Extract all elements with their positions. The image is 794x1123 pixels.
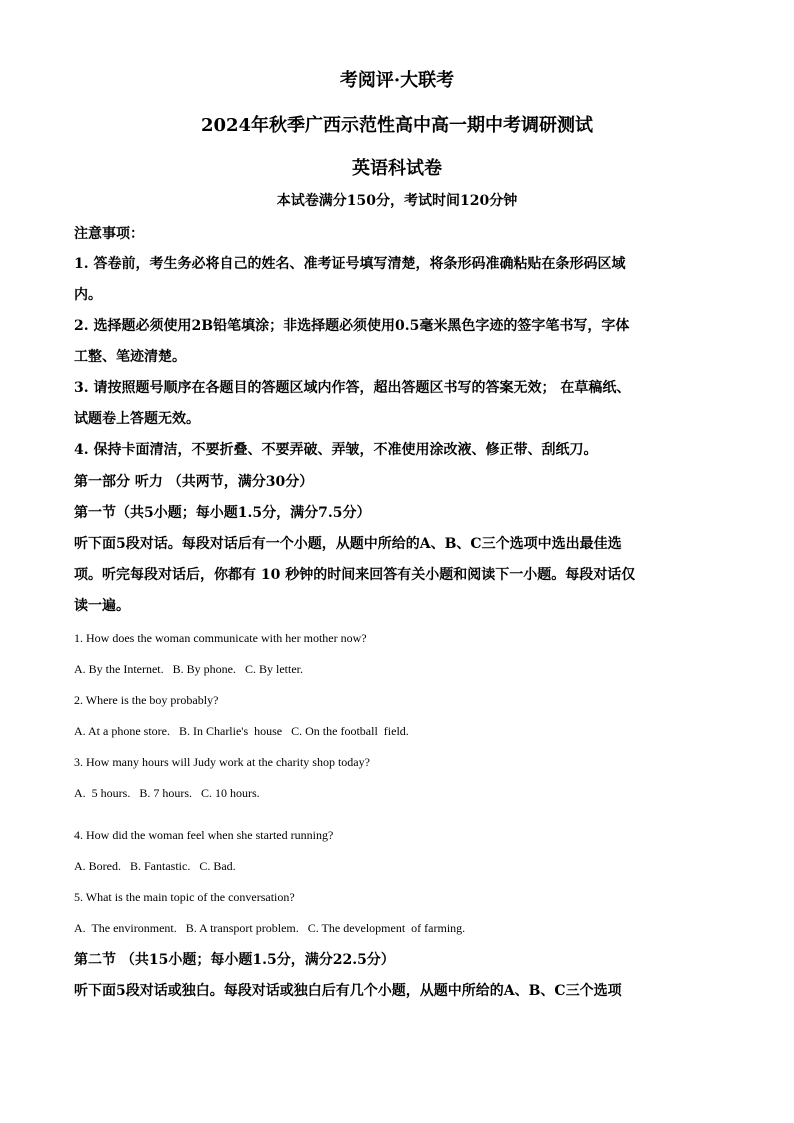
notice-item-2-line-1: 2. 选择题必须使用2B铅笔填涂；非选择题必须使用0.5毫米黑色字迹的签字笔书写，字体 <box>74 318 630 334</box>
section-1-directions-line-3: 读一遍。 <box>74 598 130 614</box>
section-1-directions-line-1: 听下面5段对话。每段对话后有一个小题，从题中所给的A、B、C三个选项中选出最佳选 <box>74 536 622 552</box>
section-1-directions-line-2: 项。听完每段对话后，你都有 10 秒钟的时间来回答有关小题和阅读下一小题。每段对话仅 <box>74 567 636 583</box>
notice-item-3-line-1: 3. 请按照题号顺序在各题目的答题区域内作答，超出答题区书写的答案无效； 在草稿纸、 <box>74 380 631 396</box>
question-3: 3. How many hours will Judy work at the charity shop today? <box>74 755 370 769</box>
notice-item-4: 4. 保持卡面清洁，不要折叠、不要弄破、弄皱，不准使用涂改液、修正带、刮纸刀。 <box>74 442 598 458</box>
notice-heading: 注意事项： <box>74 226 144 242</box>
notice-item-2-line-2: 工整、笔迹清楚。 <box>74 349 186 365</box>
part-1-heading: 第一部分 听力 （共两节，满分30分） <box>74 474 314 490</box>
section-2-directions-line-1: 听下面5段对话或独白。每段对话或独白后有几个小题，从题中所给的A、B、C三个选项 <box>74 983 622 999</box>
question-2-options: A. At a phone store. B. In Charlie's house C. On the football field. <box>74 724 409 738</box>
question-1-options: A. By the Internet. B. By phone. C. By letter. <box>74 662 303 676</box>
exam-brand-title: 考阅评·大联考 <box>339 70 455 91</box>
question-4-options: A. Bored. B. Fantastic. C. Bad. <box>74 859 236 873</box>
question-1: 1. How does the woman communicate with her mother now? <box>74 631 367 645</box>
question-3-options: A. 5 hours. B. 7 hours. C. 10 hours. <box>74 786 260 800</box>
question-4: 4. How did the woman feel when she started running? <box>74 828 334 842</box>
section-1-heading: 第一节（共5小题；每小题1.5分，满分7.5分） <box>74 505 371 521</box>
exam-subject-title: 英语科试卷 <box>352 158 442 179</box>
question-5-options: A. The environment. B. A transport problem. C. The development of farming. <box>74 921 466 935</box>
exam-info: 本试卷满分150分，考试时间120分钟 <box>276 193 518 209</box>
question-2: 2. Where is the boy probably? <box>74 693 219 707</box>
exam-main-title: 2024年秋季广西示范性高中高一期中考调研测试 <box>200 115 594 136</box>
notice-item-1-line-2: 内。 <box>74 287 102 303</box>
section-2-heading: 第二节 （共15小题；每小题1.5分，满分22.5分） <box>74 952 395 968</box>
question-5: 5. What is the main topic of the conversation? <box>74 890 295 904</box>
notice-item-3-line-2: 试题卷上答题无效。 <box>74 411 200 427</box>
notice-item-1-line-1: 1. 答卷前，考生务必将自己的姓名、准考证号填写清楚，将条形码准确粘贴在条形码区域 <box>74 256 626 272</box>
